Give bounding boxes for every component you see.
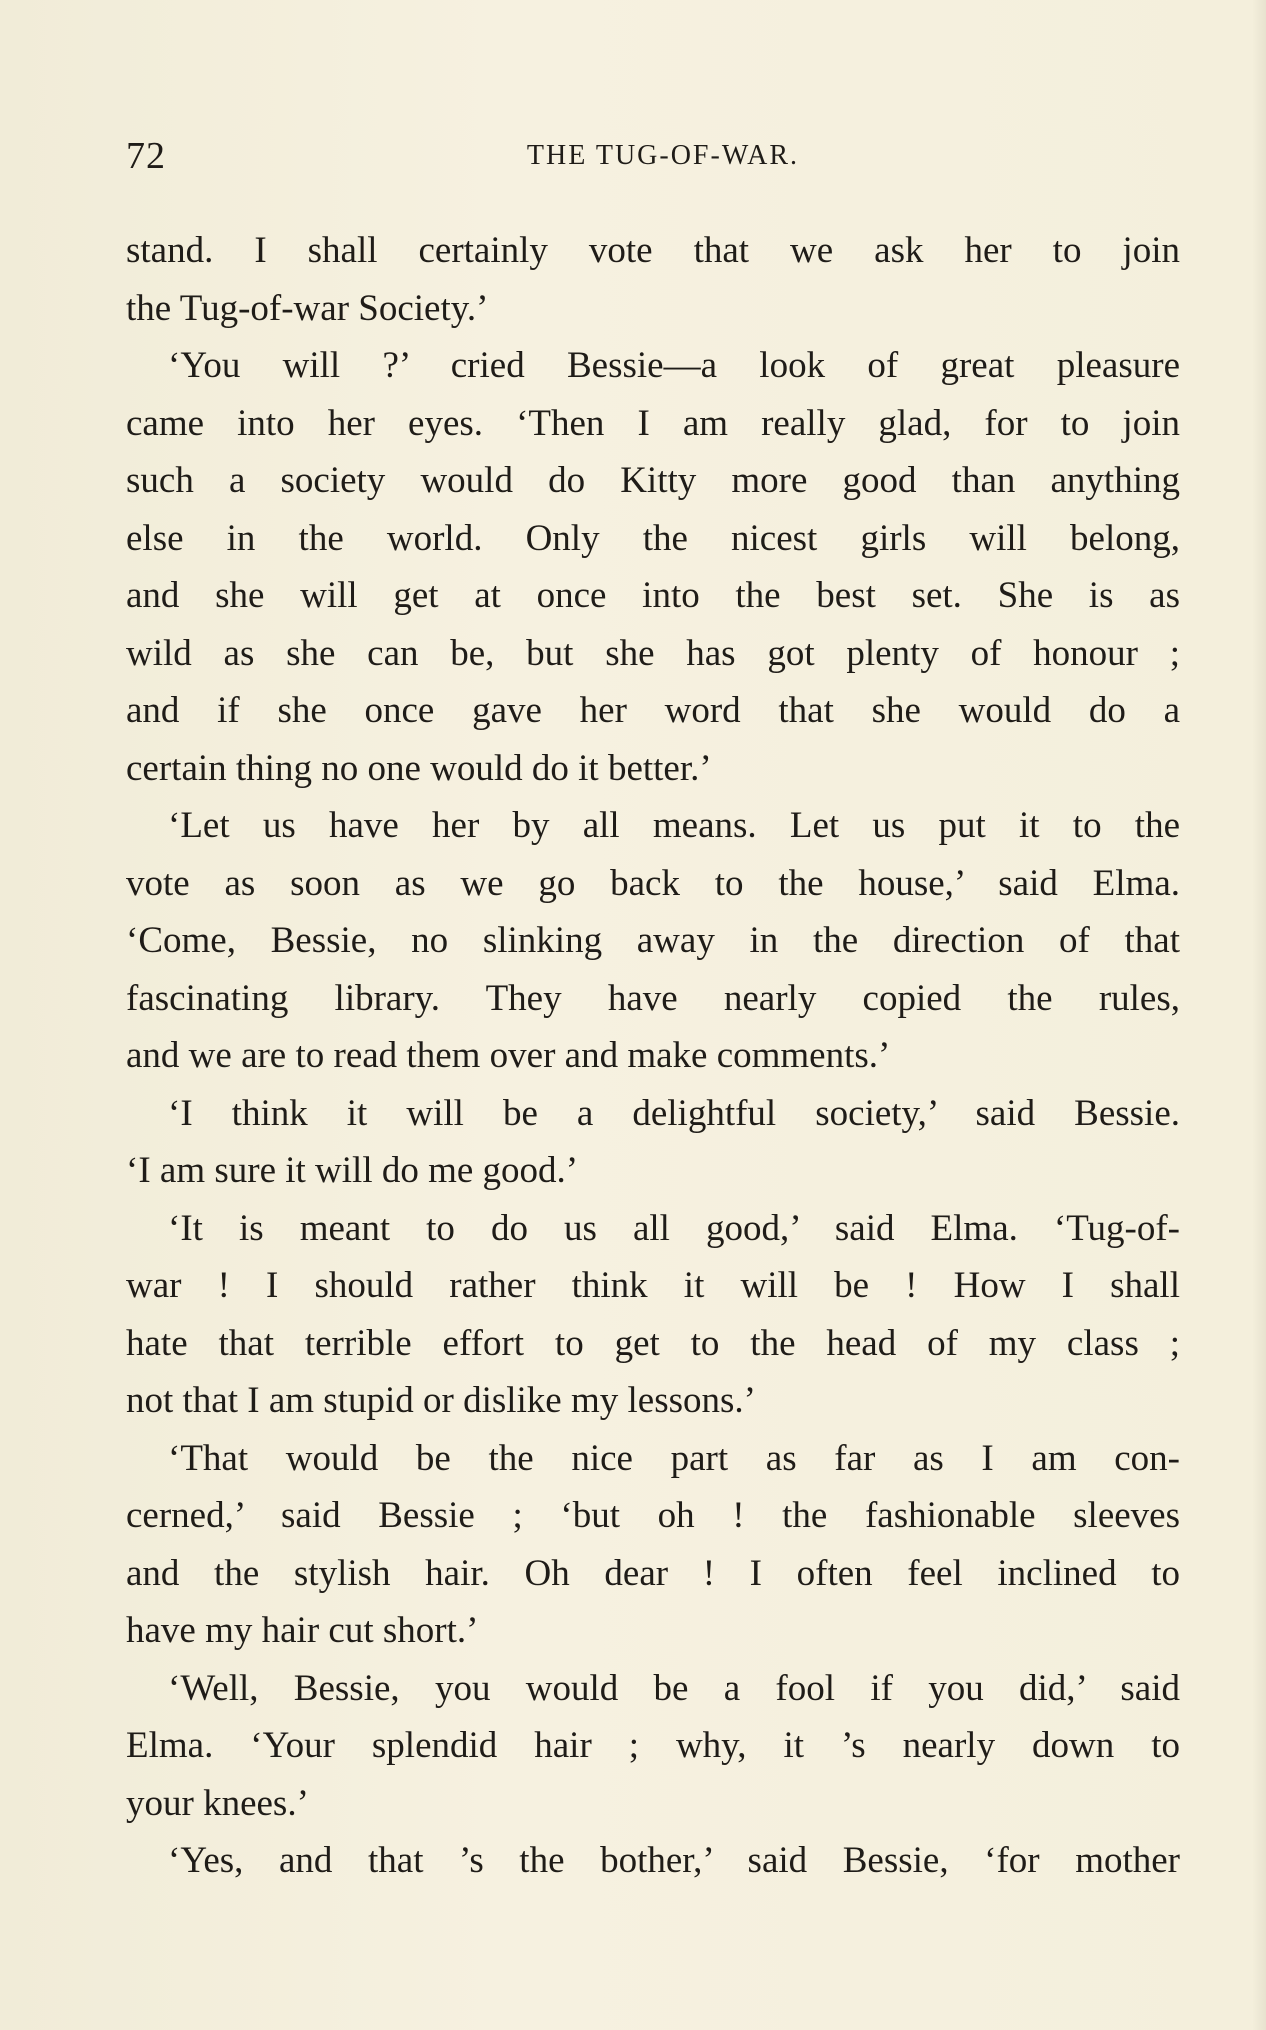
text-line: and the stylish hair. Oh dear ! I often feel inclined to [126,1552,1180,1594]
text-line: hate that terrible effort to get to the head of my class ; [126,1322,1180,1364]
text-line: your knees.’ [126,1782,309,1824]
text-line: Elma. ‘Your splendid hair ; why, it ’s nearly down to [126,1725,1180,1766]
text-line: have my hair cut short.’ [126,1610,479,1651]
text-line: ‘That would be the nice part as far as I am con- [168,1437,1180,1479]
text-line: ‘It is meant to do us all good,’ said Elma. ‘Tug-of- [168,1207,1180,1249]
text-line: ‘You will ?’ cried Bessie—a look of great pleasure [168,345,1180,386]
text-line: fascinating library. They have nearly copied the rules, [126,977,1180,1019]
text-line: wild as she can be, but she has got plenty of honour ; [126,632,1180,674]
text-line: and we are to read them over and make comments.’ [126,1035,891,1076]
text-line: came into her eyes. ‘Then I am really glad, for to join [126,402,1180,444]
text-line: and if she once gave her word that she would do a [126,690,1180,731]
running-head [126,134,1180,178]
body-text [126,222,1180,1890]
text-line: not that I am stupid or dislike my lessons.’ [126,1380,756,1421]
text-line: certain thing no one would do it better.’ [126,747,712,789]
text-line: vote as soon as we go back to the house,’ said Elma. [126,862,1180,904]
running-title: THE TUG-OF-WAR. [526,140,800,171]
text-line: ‘Let us have her by all means. Let us put it to the [168,805,1180,846]
text-line: else in the world. Only the nicest girls will belong, [126,517,1180,559]
text-line: and she will get at once into the best set. She is as [126,575,1180,616]
text-line: ‘Well, Bessie, you would be a fool if you did,’ said [168,1667,1180,1709]
text-line: ‘I think it will be a delightful society,’ said Bessie. [168,1092,1180,1134]
text-line: stand. I shall certainly vote that we ask her to join [126,230,1180,271]
page-edge-shadow [1252,0,1266,2030]
text-line: ‘Come, Bessie, no slinking away in the direction of that [126,920,1180,961]
text-line: cerned,’ said Bessie ; ‘but oh ! the fashionable sleeves [126,1495,1180,1536]
page-number: 72 [126,135,166,177]
text-line: the Tug-of-war Society.’ [126,287,489,329]
text-line: such a society would do Kitty more good than anything [126,460,1180,501]
text-line: war ! I should rather think it will be ! How I shall [126,1265,1180,1306]
text-line: ‘I am sure it will do me good.’ [126,1150,579,1191]
text-line: ‘Yes, and that ’s the bother,’ said Bessie, ‘for mother [168,1840,1180,1881]
